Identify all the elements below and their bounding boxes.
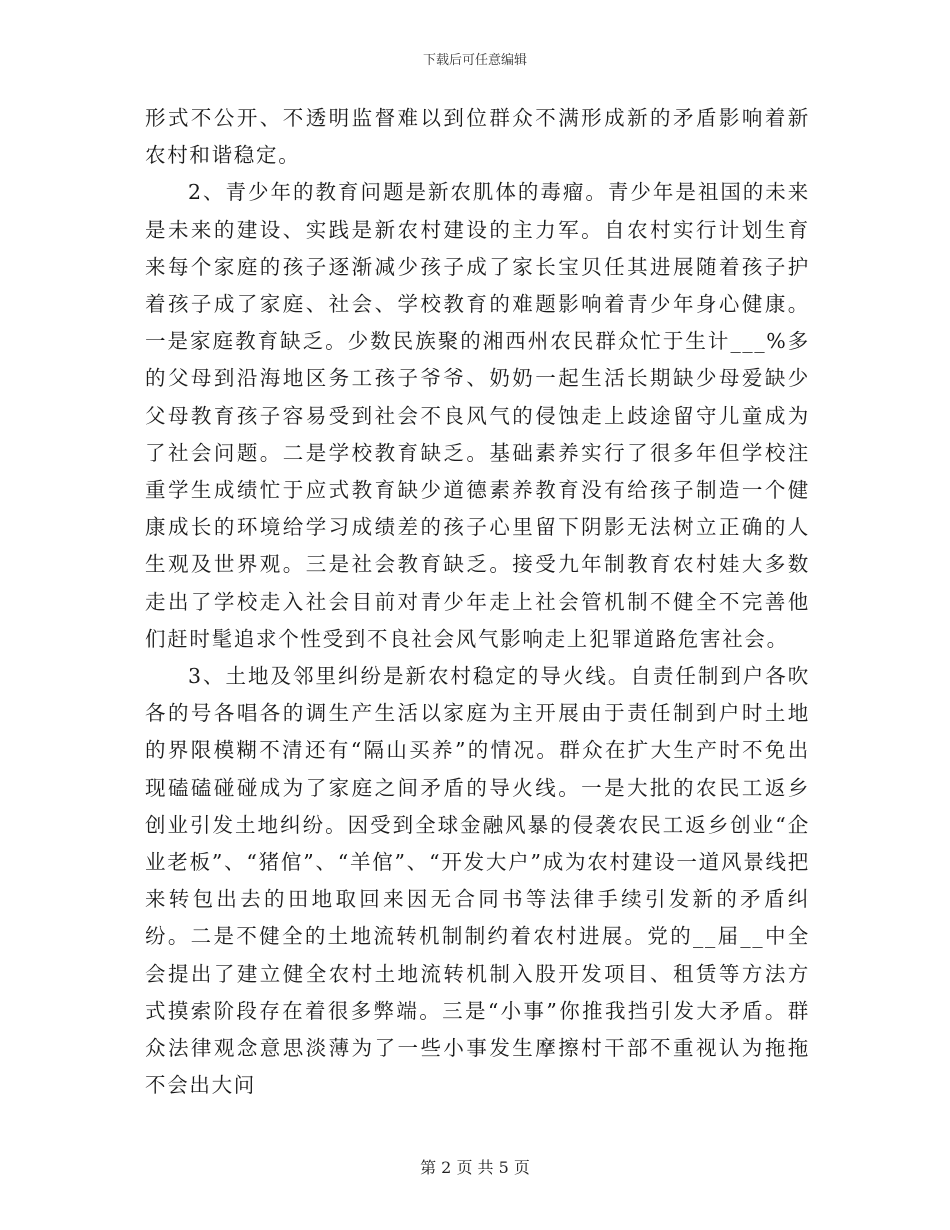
page-number-footer: 第 2 页 共 5 页 [420, 1158, 530, 1177]
paragraph-continuation: 形式不公开、不透明监督难以到位群众不满形成新的矛盾影响着新农村和谐稳定。 [145, 106, 810, 168]
paragraph-youth-education: 2、青少年的教育问题是新农肌体的毒瘤。青少年是祖国的未来是未来的建设、实践是新农村建设的主力军。自农村实行计划生育来每个家庭的孩子逐渐减少孩子成了家长宝贝任其进展随着孩子护着孩子成了家庭、社会、学校教育的难题影响着青少年身心健康。一是家庭教育缺乏。少数民族聚的湘西州农民群众忙于生计___%多的父母到沿海地区务工孩子爷爷、奶奶一起生活长期缺少母爱缺少父母教育孩子容易受到社会不良风气的侵蚀走上歧途留守儿童成为了社会问题。二是学校教育缺乏。基础素养实行了很多年但学校注重学生成绩忙于应式教育缺少道德素养教育没有给孩子制造一个健康成长的环境给学习成绩差的孩子心里留下阴影无法树立正确的人生观及世界观。三是社会教育缺乏。接受九年制教育农村娃大多数走出了学校走入社会目前对青少年走上社会管机制不健全不完善他们赶时髦追求个性受到不良社会风气影响走上犯罪道路危害社会。 [145, 180, 810, 651]
paragraph-land-disputes: 3、土地及邻里纠纷是新农村稳定的导火线。自责任制到户各吹各的号各唱各的调生产生活以家庭为主开展由于责任制到户时土地的界限模糊不清还有“隔山买养”的情况。群众在扩大生产时不免出现磕磕碰碰成为了家庭之间矛盾的导火线。一是大批的农民工返乡创业引发土地纠纷。因受到全球金融风暴的侵袭农民工返乡创业“企业老板”、“猪倌”、“羊倌”、“开发大户”成为农村建设一道风景线把来转包出去的田地取回来因无合同书等法律手续引发新的矛盾纠纷。二是不健全的土地流转机制制约着农村进展。党的__届__中全会提出了建立健全农村土地流转机制入股开发项目、租赁等方法方式摸索阶段存在着很多弊端。三是“小事”你推我挡引发大矛盾。群众法律观念意思淡薄为了一些小事发生摩擦村干部不重视认为拖拖不会出大问 [145, 664, 810, 1098]
page-header: 下载后可任意编辑 [422, 53, 527, 68]
document-body [145, 100, 810, 1104]
